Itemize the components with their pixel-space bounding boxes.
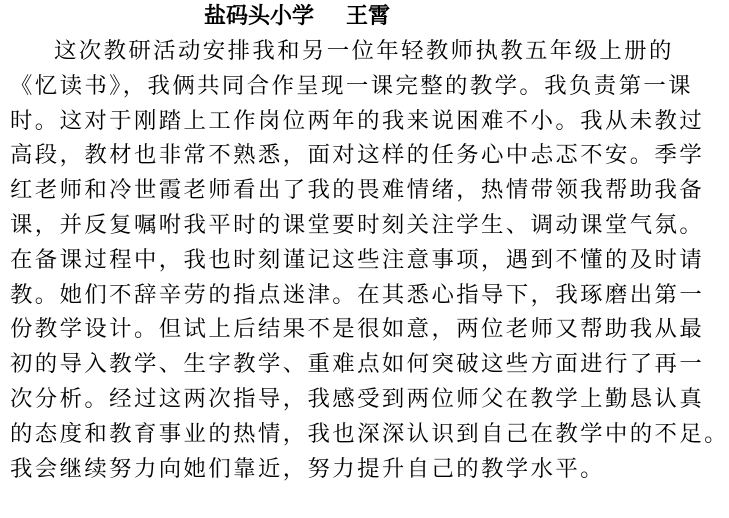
paragraph-line: 在备课过程中，我也时刻谨记这些注意事项，遇到不懂的及时请 [10,246,705,273]
article-heading [0,2,620,32]
paragraph-line: 红老师和冷世霞老师看出了我的畏难情绪，热情带领我帮助我备 [10,177,705,204]
paragraph-line: 次分析。经过这两次指导，我感受到两位师父在教学上勤恳认真 [10,385,705,412]
paragraph-line: 教。她们不辞辛劳的指点迷津。在其悉心指导下，我琢磨出第一 [10,281,705,308]
paragraph-line: 课，并反复嘱咐我平时的课堂要时刻关注学生、调动课堂气氛。 [10,211,705,238]
paragraph-line: 我会继续努力向她们靠近，努力提升自己的教学水平。 [10,455,605,482]
paragraph-line: 高段，教材也非常不熟悉，面对这样的任务心中忐忑不安。季学 [10,142,705,169]
article-body [10,34,729,486]
paragraph-line: 这次教研活动安排我和另一位年轻教师执教五年级上册的 [54,38,674,64]
paragraph-line: 时。这对于刚踏上工作岗位两年的我来说困难不小。我从未教过 [10,107,705,134]
school-name: 盐码头小学 [204,4,315,29]
paragraph-line: 份教学设计。但试上后结果不是很如意，两位老师又帮助我从最 [10,316,705,343]
author-name: 王霄 [346,4,391,29]
paragraph-line: 初的导入教学、生字教学、重难点如何突破这些方面进行了再一 [10,351,705,378]
paragraph-line: 《忆读书》，我俩共同合作呈现一课完整的教学。我负责第一课 [10,72,693,99]
paragraph-line: 的态度和教育事业的热情，我也深深认识到自己在教学中的不足。 [10,420,729,447]
